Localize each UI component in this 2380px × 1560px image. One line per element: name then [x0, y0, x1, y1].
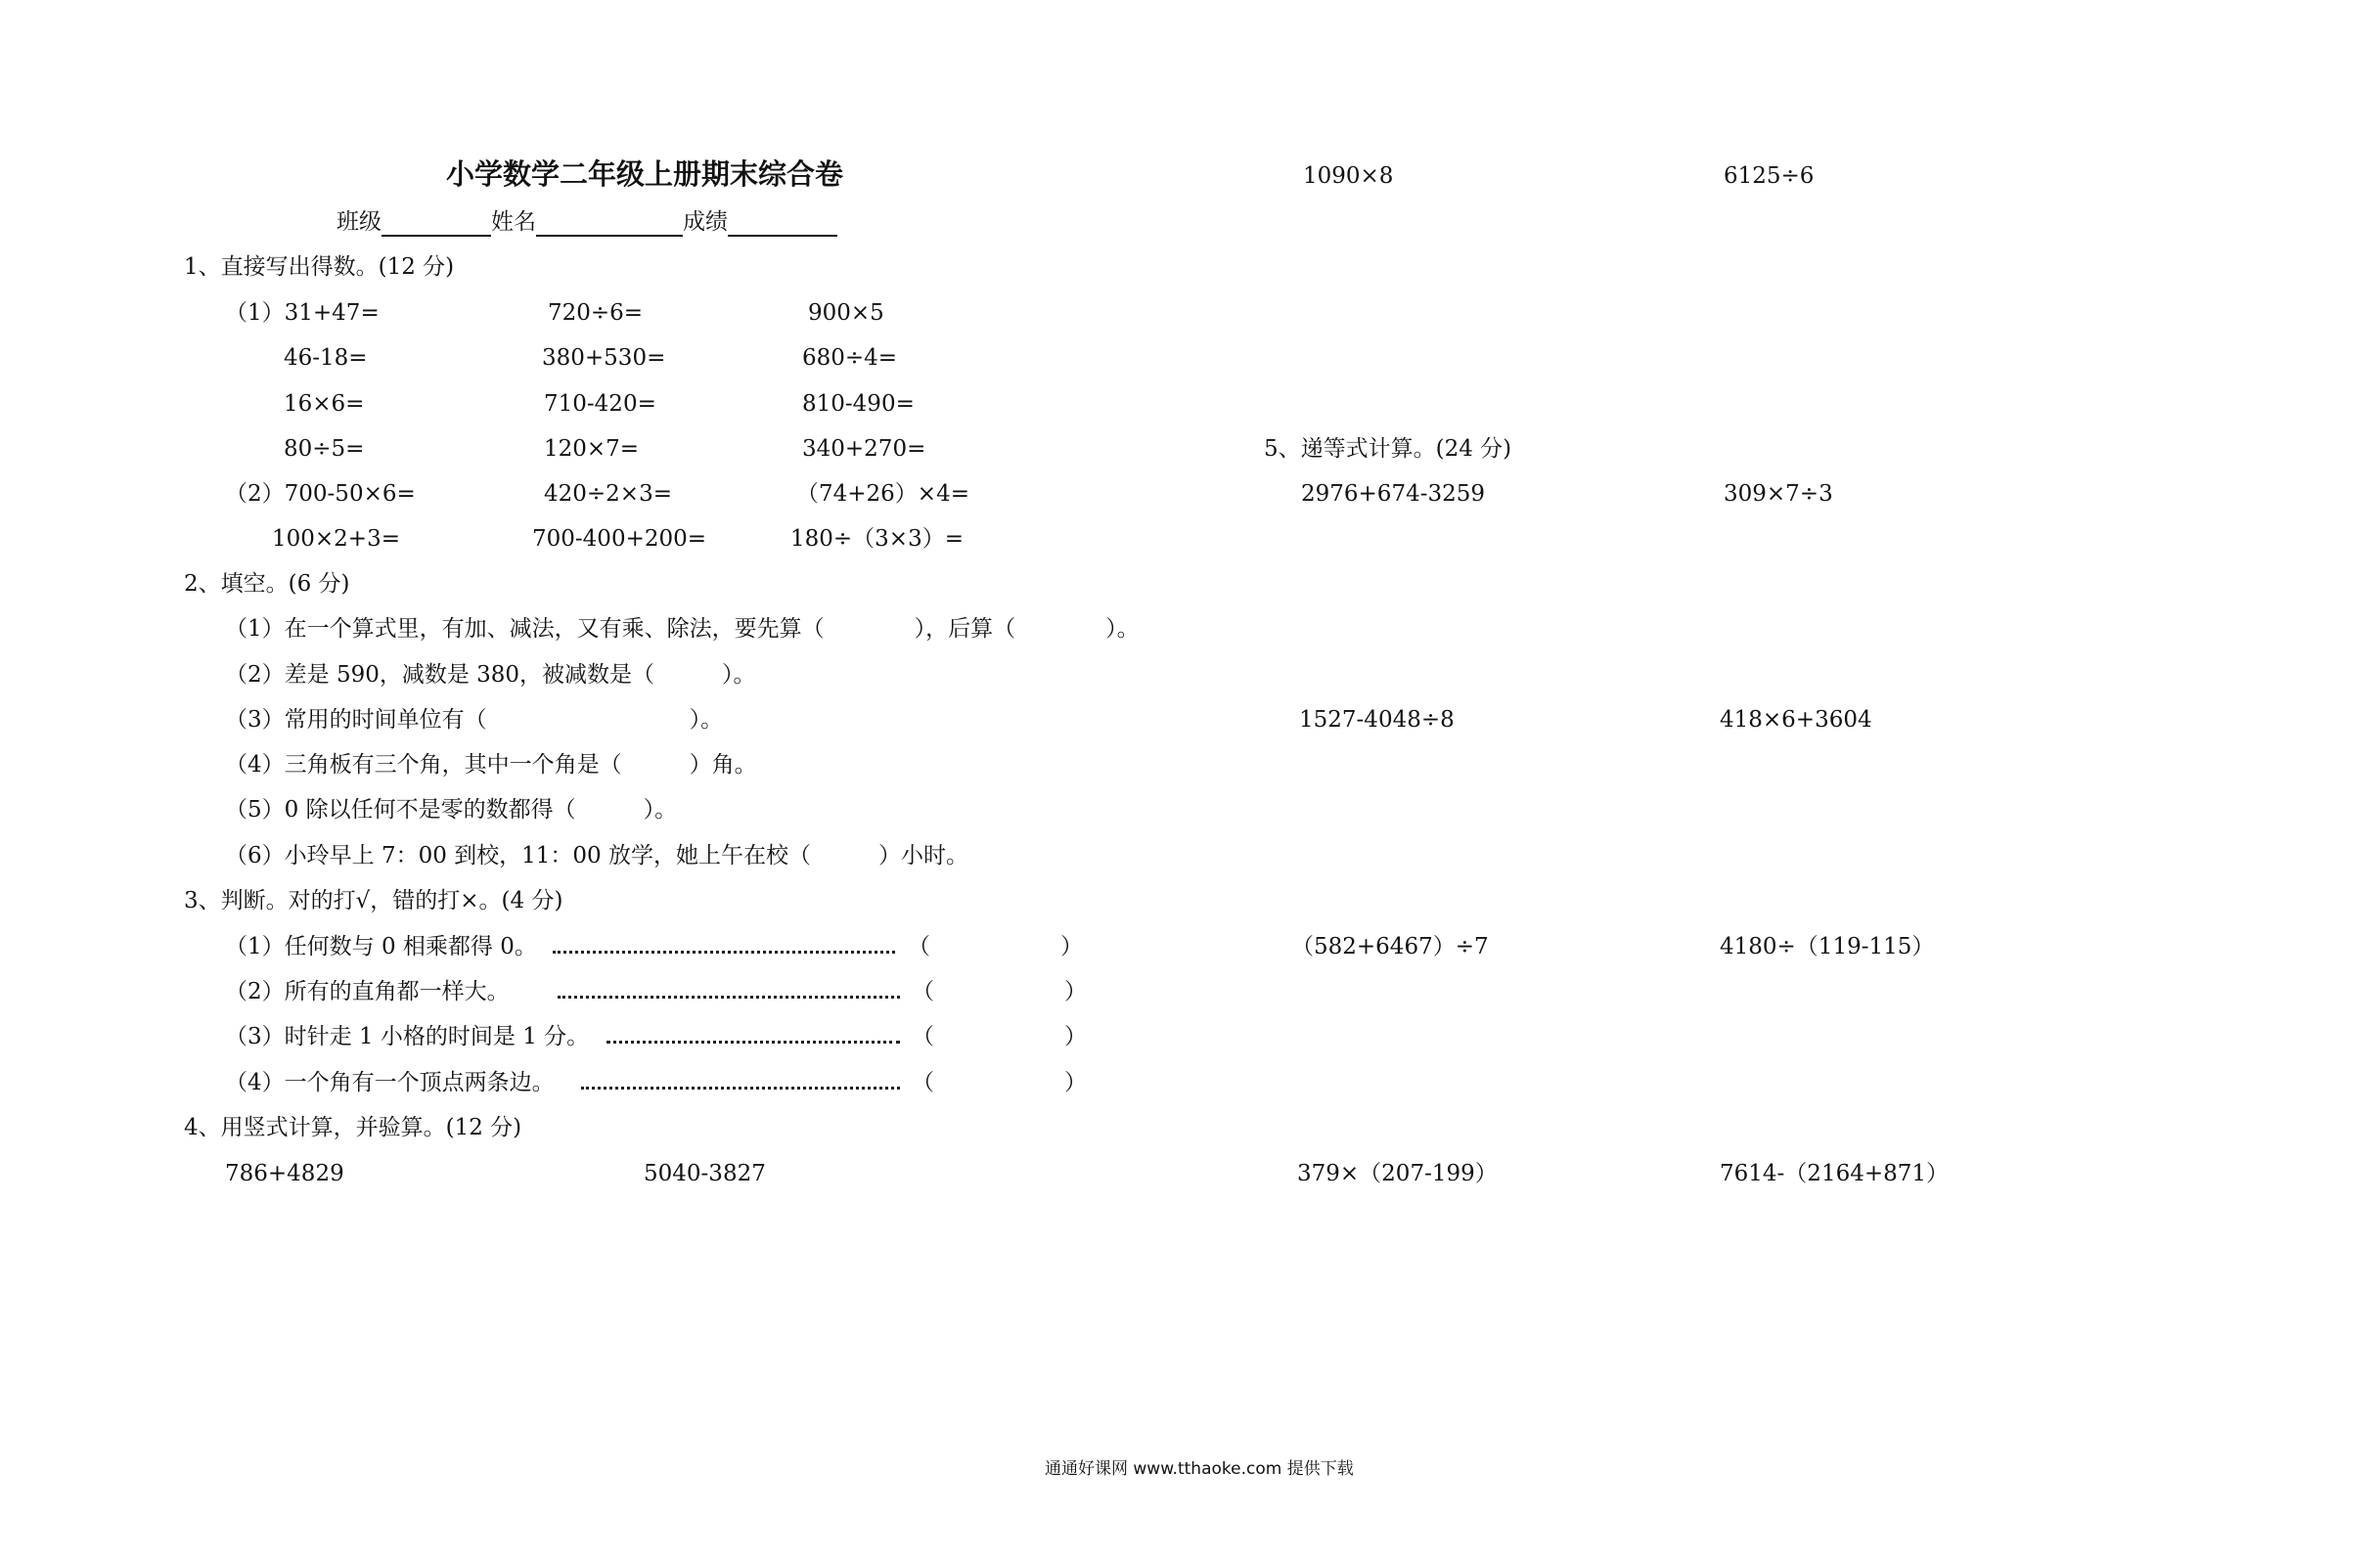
q5-heading: 5、递等式计算。(24 分) — [1264, 436, 1512, 462]
class-blank[interactable] — [382, 211, 491, 237]
q1-item: 100×2+3= — [272, 526, 400, 552]
dotted-leader — [581, 1087, 900, 1090]
q5-item: 4180÷（119-115） — [1720, 934, 1935, 959]
q1-item: 900×5 — [808, 300, 884, 326]
answer-paren-open: （ — [912, 979, 934, 1004]
student-info-line — [337, 207, 837, 237]
q4-item-right: 6125÷6 — [1724, 163, 1815, 189]
q2-item: （2）差是 590，减数是 380，被减数是（ ）。 — [225, 662, 756, 688]
q1-item: （74+26）×4= — [796, 481, 969, 507]
q5-item: 309×7÷3 — [1724, 481, 1833, 507]
q1-item: 420÷2×3= — [544, 481, 672, 507]
answer-paren-close: ） — [1064, 1024, 1087, 1049]
answer-paren-close: ） — [1064, 979, 1087, 1004]
name-label: 姓名 — [491, 209, 536, 235]
q1-item: （1）31+47= — [225, 300, 380, 326]
q2-heading: 2、填空。(6 分) — [184, 571, 350, 597]
q1-item: 340+270= — [802, 436, 926, 462]
q1-item: 380+530= — [542, 345, 666, 371]
q2-item: （4）三角板有三个角，其中一个角是（ ）角。 — [225, 752, 757, 778]
q1-item: （2）700-50×6= — [225, 481, 416, 507]
answer-paren-close: ） — [1064, 1070, 1087, 1095]
answer-paren-open: （ — [908, 934, 930, 959]
q3-item-text: （1）任何数与 0 相乘都得 0。 — [225, 934, 537, 959]
q5-item: 7614-（2164+871） — [1720, 1161, 1950, 1186]
q4-item-right: 1090×8 — [1303, 163, 1394, 189]
answer-paren-open: （ — [912, 1024, 934, 1049]
class-label: 班级 — [337, 209, 382, 235]
q3-item-text: （3）时针走 1 小格的时间是 1 分。 — [225, 1024, 590, 1049]
q1-item: 680÷4= — [802, 345, 898, 371]
dotted-leader — [558, 996, 900, 999]
q5-item: （582+6467）÷7 — [1291, 934, 1489, 959]
name-blank[interactable] — [536, 211, 683, 237]
q2-item: （1）在一个算式里，有加、减法，又有乘、除法，要先算（ ），后算（ ）。 — [225, 616, 1140, 642]
q1-item: 16×6= — [284, 391, 365, 417]
q1-heading: 1、直接写出得数。(12 分) — [184, 254, 455, 280]
q1-item: 810-490= — [802, 391, 915, 417]
q4-item: 5040-3827 — [644, 1161, 766, 1186]
q3-item-text: （2）所有的直角都一样大。 — [225, 979, 510, 1004]
q4-heading: 4、用竖式计算，并验算。(12 分) — [184, 1115, 522, 1140]
q5-item: 418×6+3604 — [1720, 707, 1872, 733]
q2-item: （3）常用的时间单位有（ ）。 — [225, 707, 724, 733]
q1-item: 180÷（3×3）= — [790, 526, 964, 552]
footer-text: 通通好课网 www.tthaoke.com 提供下载 — [1045, 1459, 1354, 1479]
q2-item: （6）小玲早上 7：00 到校，11：00 放学，她上午在校（ ）小时。 — [225, 843, 968, 869]
q1-item: 120×7= — [544, 436, 640, 462]
q1-item: 710-420= — [544, 391, 656, 417]
q1-item: 46-18= — [284, 345, 368, 371]
q1-item: 700-400+200= — [532, 526, 707, 552]
answer-paren-close: ） — [1060, 934, 1083, 959]
page-title: 小学数学二年级上册期末综合卷 — [446, 157, 844, 191]
dotted-leader — [553, 951, 895, 954]
q5-item: 1527-4048÷8 — [1299, 707, 1455, 733]
score-blank[interactable] — [728, 211, 837, 237]
q4-item: 786+4829 — [225, 1161, 344, 1186]
q5-item: 2976+674-3259 — [1301, 481, 1486, 507]
score-label: 成绩 — [683, 209, 728, 235]
q1-item: 80÷5= — [284, 436, 365, 462]
q3-item-text: （4）一个角有一个顶点两条边。 — [225, 1070, 555, 1095]
answer-paren-open: （ — [912, 1070, 934, 1095]
q2-item: （5）0 除以任何不是零的数都得（ ）。 — [225, 797, 678, 823]
q3-heading: 3、判断。对的打√，错的打×。(4 分) — [184, 888, 563, 914]
dotted-leader — [606, 1041, 900, 1044]
q5-item: 379×（207-199） — [1297, 1161, 1498, 1186]
q1-item: 720÷6= — [548, 300, 644, 326]
